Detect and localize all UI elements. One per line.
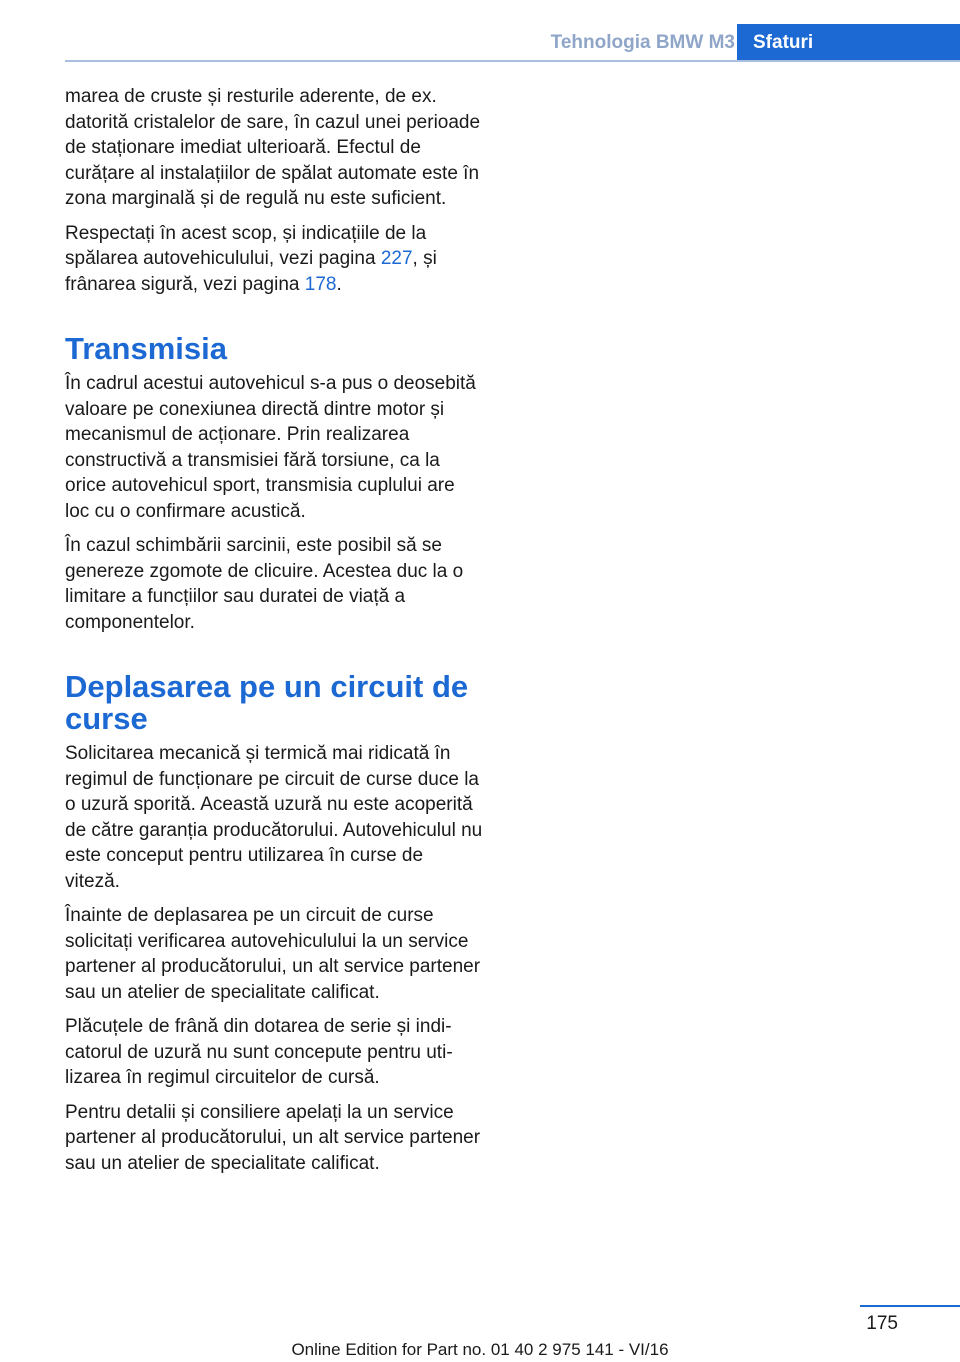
circuit-paragraph-2: Înainte de deplasarea pe un circuit de curse solicitați verificarea autovehiculului la un service partener al producătorului, un alt service partener sau un atelier de specialitate calificat.: [65, 905, 481, 1003]
heading-transmisia: Transmisia: [65, 331, 227, 366]
transmisia-paragraph-2: În cazul schimbării sarcinii, este posibil să se genereze zgomote de clicuire. Acestea duc la o limitare a funcțiilor sau duratei de viață a componentelor.: [65, 535, 464, 633]
heading-circuit-curse: Deplasarea pe un circuit de curse: [65, 669, 469, 736]
intro-text-a: Respectați în acest scop, și indicațiile de la spălarea autovehiculului, vezi pagina: [65, 222, 427, 269]
intro-text-b: , și frânarea sigură, vezi pagina: [65, 248, 437, 295]
header-divider: [65, 60, 960, 62]
header-section-title: Tehnologia BMW M3: [550, 32, 735, 53]
header-tab-sfaturi[interactable]: Sfaturi: [737, 24, 960, 62]
transmisia-paragraph-1: În cadrul acestui autovehicul s-a pus o deosebită valoare pe conexiunea directă dintre motor și mecanismul de acționare. Prin realizarea constructivă a transmisiei fără torsiune, ca la orice autovehicul sport, transmisia cuplului are loc cu o confirmare acustică.: [65, 373, 476, 522]
footer-divider: [860, 1305, 960, 1307]
page-link-178[interactable]: 178: [304, 273, 337, 295]
intro-paragraph-1: marea de cruste și resturile aderente, de ex. datorită cristalelor de sare, în cazul unei perioade de staționare imediat ulterioară. Efectul de curățare al instalațiilor de spălat automate este în zona marginală și de regulă nu este suficient.: [65, 86, 481, 209]
page-number: 175: [866, 1313, 898, 1334]
footer-edition-text: Online Edition for Part no. 01 40 2 975 141 - VI/16: [291, 1340, 669, 1359]
intro-paragraph-2: [65, 221, 483, 298]
circuit-paragraph-4: Pentru detalii și consiliere apelați la un service partener al producătorului, un alt service partener sau un atelier de specialitate calificat.: [65, 1101, 481, 1174]
circuit-paragraph-3: Plăcuțele de frână din dotarea de serie și indicatorul de uzură nu sunt concepute pentru utilizarea în regimul circuitelor de cursă.: [65, 1016, 453, 1088]
page-content: [65, 84, 483, 1185]
page-link-227[interactable]: 227: [380, 248, 413, 269]
circuit-paragraph-1: Solicitarea mecanică și termică mai ridicată în regimul de funcționare pe circuit de curse duce la o uzură sporită. Această uzură nu este acoperită de către garanția producătorului. Autovehiculul nu este conceput pentru utilizarea în curse de viteză.: [65, 743, 483, 892]
intro-text-c: .: [336, 273, 342, 295]
